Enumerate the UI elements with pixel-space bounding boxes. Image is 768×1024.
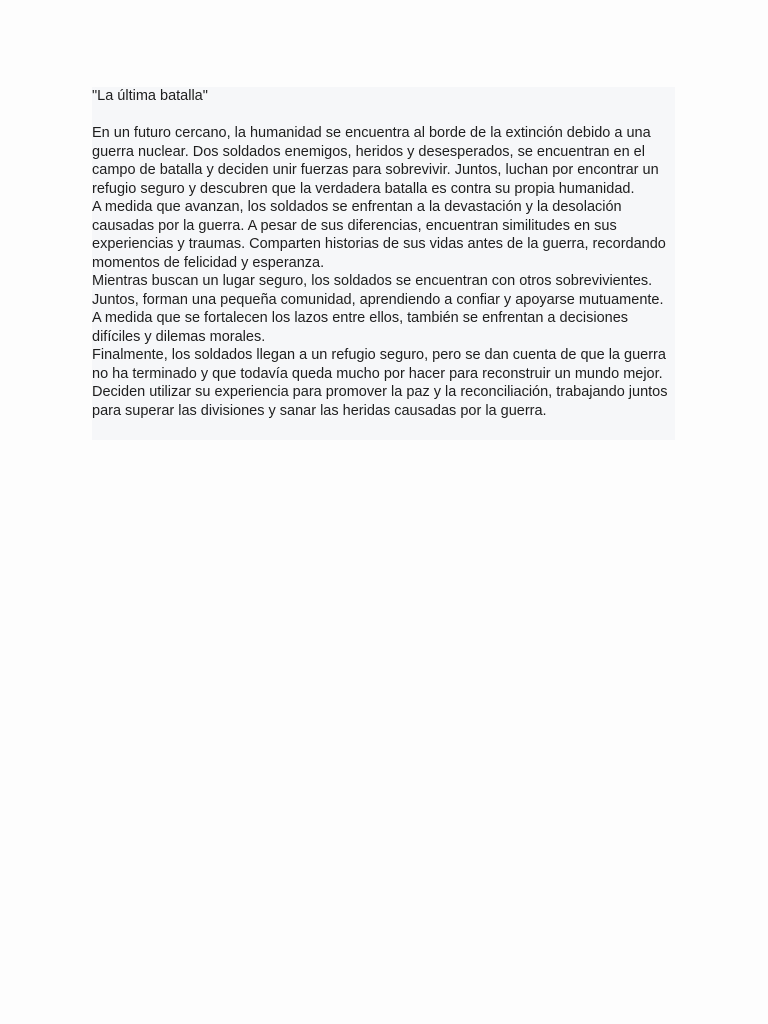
story-paragraph-4: Finalmente, los soldados llegan a un refugio seguro, pero se dan cuenta de que la guerra no ha terminado y que todavía queda mucho por hacer para reconstruir un mundo mejor. Deciden utilizar su experiencia para promover la paz y la reconciliación, trabajando juntos para superar las divisiones y sanar las heridas causadas por la guerra. [92,347,668,419]
story-title: "La última batalla" [92,88,208,104]
story-paragraph-2: A medida que avanzan, los soldados se enfrentan a la devastación y la desolación causadas por la guerra. A pesar de sus diferencias, encuentran similitudes en sus experiencias y traumas. Comparten historias de sus vidas antes de la guerra, recordando momentos de felicidad y esperanza. [92,199,666,271]
story-text-block [92,87,675,440]
story-paragraph-1: En un futuro cercano, la humanidad se encuentra al borde de la extinción debido a una guerra nuclear. Dos soldados enemigos, heridos y desesperados, se encuentran en el campo de batalla y deciden unir fuerzas para sobrevivir. Juntos, luchan por encontrar un refugio seguro y descubren que la verdadera batalla es contra su propia humanidad. [92,125,659,197]
story-paragraph-3: Mientras buscan un lugar seguro, los soldados se encuentran con otros sobrevivientes. Juntos, forman una pequeña comunidad, aprendiendo a confiar y apoyarse mutuamente. A medida que se fortalecen los lazos entre ellos, también se enfrentan a decisiones difíciles y dilemas morales. [92,273,664,345]
